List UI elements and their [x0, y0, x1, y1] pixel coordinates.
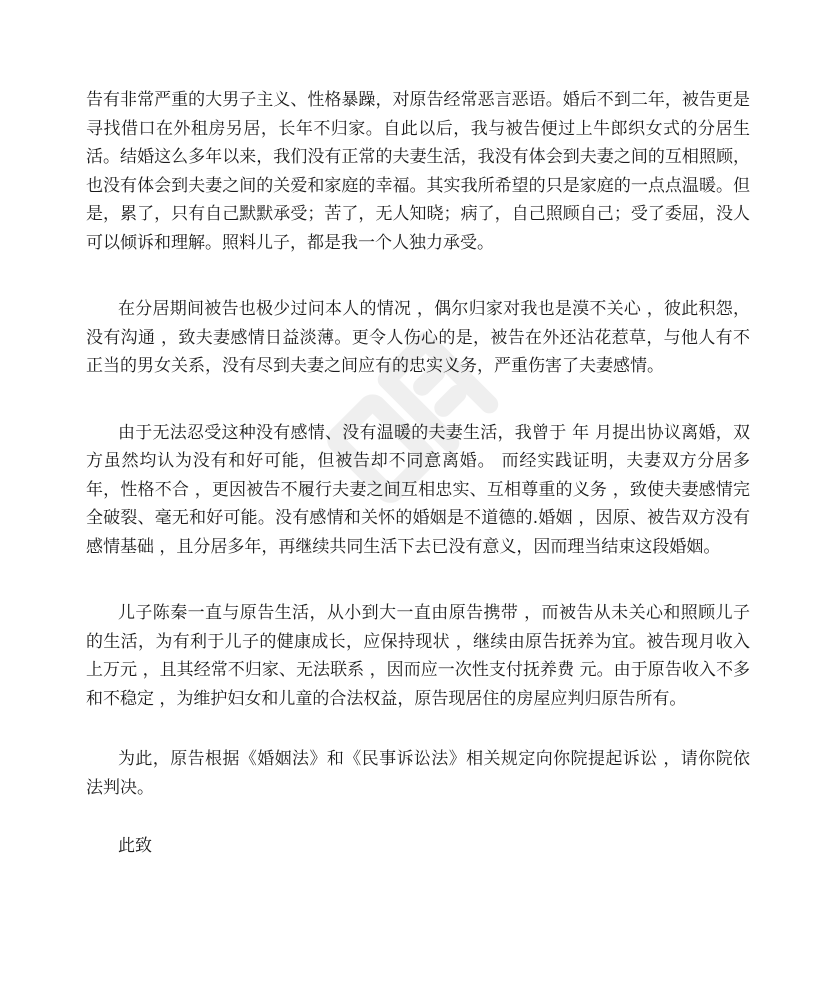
paragraph-divorce-reason: 由于无法忍受这种没有感情、没有温暖的夫妻生活，我曾于 年 月提出协议离婚，双方虽然均认为没有和好可能，但被告却不同意离婚。 而经实践证明，夫妻双方分居多年，性格不合 ，更因被告不履行夫妻之间互相忠实、互相尊重的义务 ，致使夫妻感情完全破裂、毫无和好可能。没有感情和关怀的婚姻是不道德的.婚姻 ，因原、被告双方没有感情基础 ，且分居多年，再继续共同生活下去已没有意义，因而理当结束这段婚姻。 [86, 422, 750, 557]
paragraph-lawsuit-request: 为此，原告根据《婚姻法》和《民事诉讼法》相关规定向你院提起诉讼 ，请你院依法判决。 [86, 749, 750, 798]
paragraph-closing: 此致 [118, 836, 152, 856]
document-body [86, 86, 750, 861]
paragraph-defendant-behavior: 告有非常严重的大男子主义、性格暴躁，对原告经常恶言恶语。婚后不到二年，被告更是寻找借口在外租房另居，长年不归家。自此以后，我与被告便过上牛郎织女式的分居生活。结婚这么多年以来，我们没有正常的夫妻生活，我没有体会到夫妻之间的互相照顾，也没有体会到夫妻之间的关爱和家庭的幸福。其实我所希望的只是家庭的一点点温暖。但是，累了，只有自己默默承受；苦了，无人知晓；病了，自己照顾自己；受了委屈，没人可以倾诉和理解。照料儿子，都是我一个人独力承受。 [86, 90, 750, 253]
paragraph-child-custody: 儿子陈秦一直与原告生活，从小到大一直由原告携带 ，而被告从未关心和照顾儿子的生活，为有利于儿子的健康成长，应保持现状 ，继续由原告抚养为宜。被告现月收入上万元 ，且其经常不归家、无法联系 ，因而应一次性支付抚养费 元。由于原告收入不多和不稳定 ，为维护妇女和儿童的合法权益，原告现居住的房屋应判归原告所有。 [86, 603, 750, 709]
paragraph-separation: 在分居期间被告也极少过问本人的情况 ，偶尔归家对我也是漠不关心 ，彼此积怨，没有沟通 ，致夫妻感情日益淡薄。更令人伤心的是，被告在外还沾花惹草，与他人有不正当的男女关系，没有尽到夫妻之间应有的忠实义务，严重伤害了夫妻感情。 [86, 299, 750, 376]
